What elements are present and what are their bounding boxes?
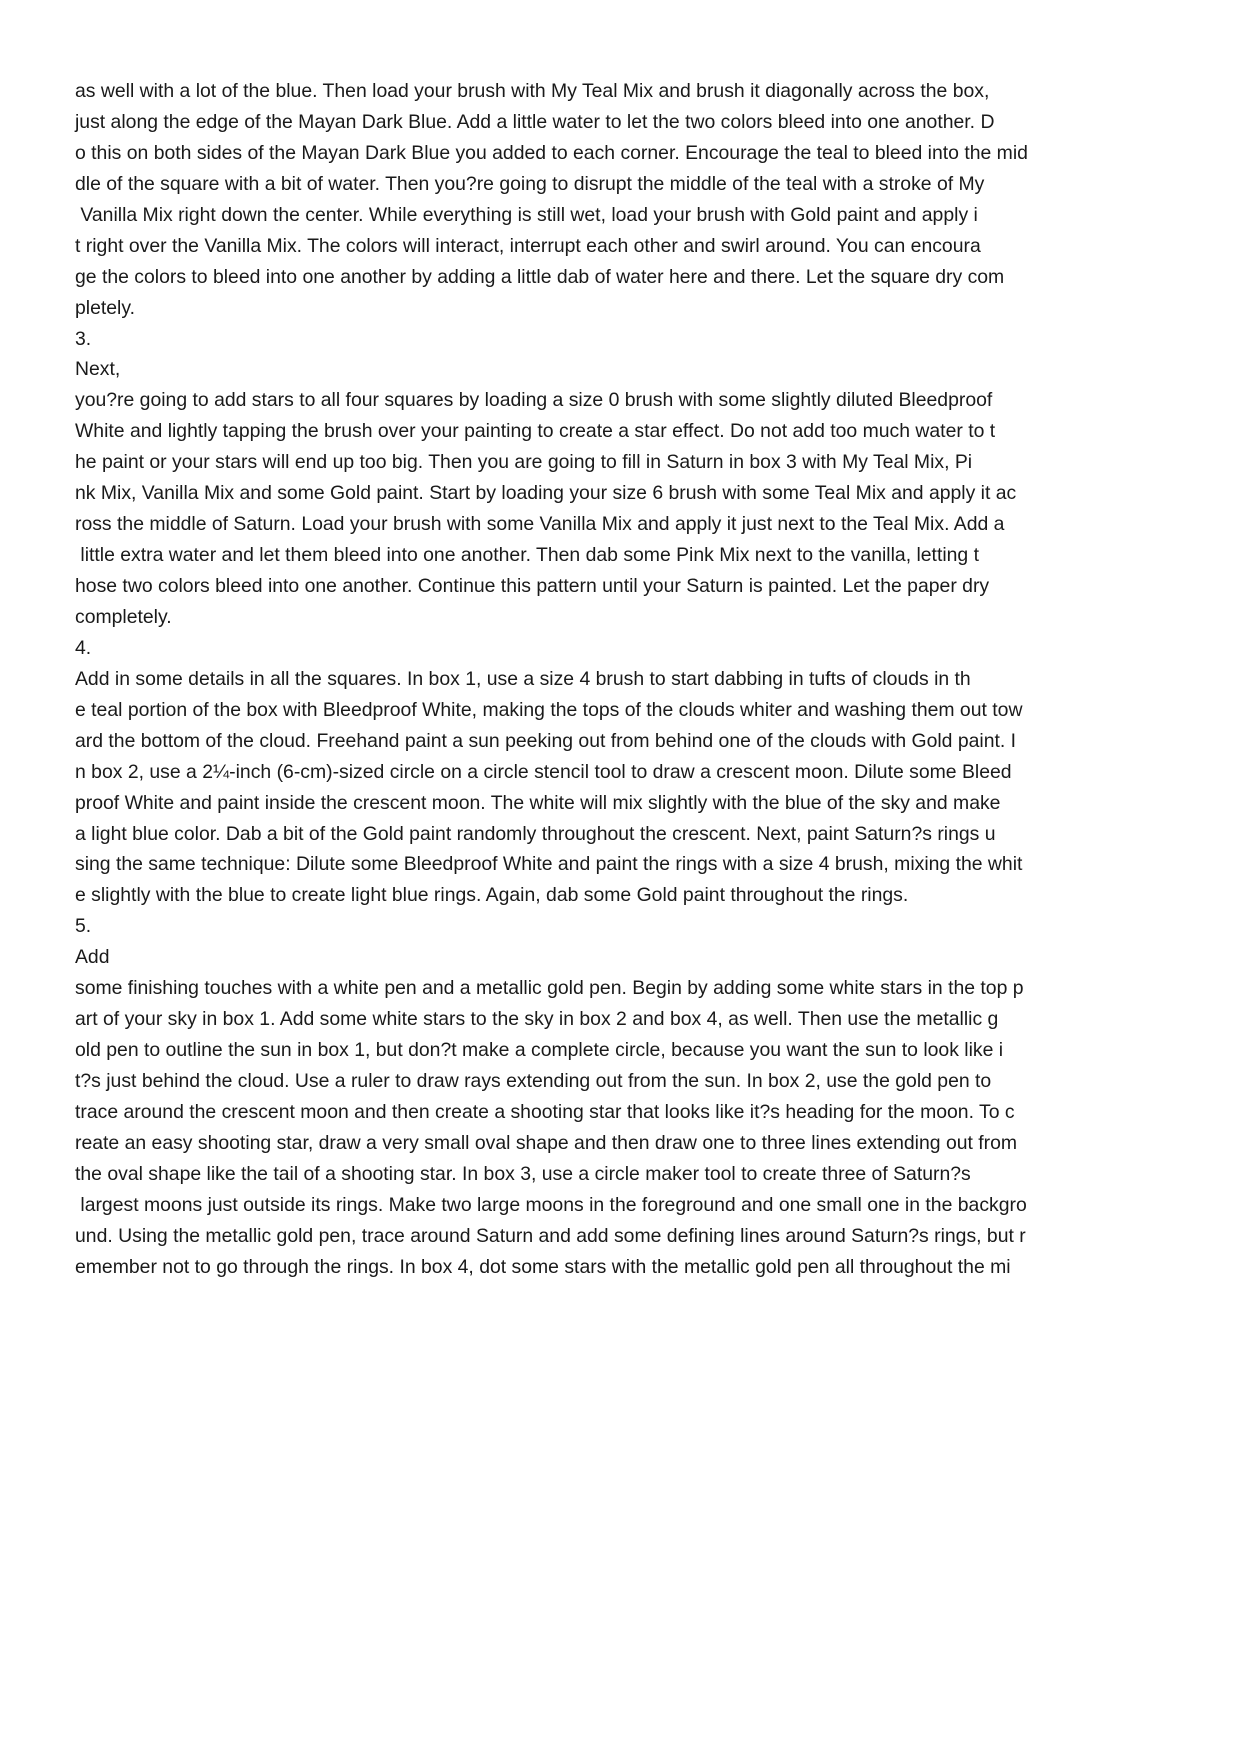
text-line: you?re going to add stars to all four squares by loading a size 0 brush with some slightly diluted Bleedproof <box>75 389 993 412</box>
text-line: Vanilla Mix right down the center. While everything is still wet, load your brush with Gold paint and apply i <box>75 203 978 226</box>
text-line: Add <box>75 946 110 969</box>
text-line: t?s just behind the cloud. Use a ruler to draw rays extending out from the sun. In box 2, use the gold pen to <box>75 1070 992 1092</box>
text-line: as well with a lot of the blue. Then load your brush with My Teal Mix and brush it diagonally across the box, <box>75 80 990 102</box>
text-line: pletely. <box>75 296 135 319</box>
text-line: trace around the crescent moon and then create a shooting star that looks like it?s heading for the moon. To c <box>75 1100 1015 1123</box>
text-line: the oval shape like the tail of a shooting star. In box 3, use a circle maker tool to create three of Saturn?s <box>75 1162 971 1185</box>
instructions-text-block <box>75 76 1195 1283</box>
text-line: dle of the square with a bit of water. Then you?re going to disrupt the middle of the teal with a stroke of My <box>75 172 985 195</box>
text-line: some finishing touches with a white pen and a metallic gold pen. Begin by adding some white stars in the top p <box>75 977 1024 1000</box>
text-line: e teal portion of the box with Bleedproof White, making the tops of the clouds whiter and washing them out tow <box>75 698 1023 721</box>
text-line: he paint or your stars will end up too big. Then you are going to fill in Saturn in box 3 with My Teal Mix, Pi <box>75 451 973 474</box>
text-line: Add in some details in all the squares. In box 1, use a size 4 brush to start dabbing in tufts of clouds in th <box>75 667 971 690</box>
text-line: hose two colors bleed into one another. Continue this pattern until your Saturn is painted. Let the paper dry <box>75 575 990 597</box>
text-line: little extra water and let them bleed into one another. Then dab some Pink Mix next to the vanilla, letting t <box>75 544 979 567</box>
text-line: e slightly with the blue to create light blue rings. Again, dab some Gold paint throughout the rings. <box>75 884 909 907</box>
text-line: White and lightly tapping the brush over your painting to create a star effect. Do not add too much water to t <box>75 420 996 443</box>
text-line: ard the bottom of the cloud. Freehand paint a sun peeking out from behind one of the clouds with Gold paint. I <box>75 729 1017 752</box>
text-line: art of your sky in box 1. Add some white stars to the sky in box 2 and box 4, as well. Then use the metallic g <box>75 1008 999 1031</box>
text-line: o this on both sides of the Mayan Dark Blue you added to each corner. Encourage the teal to bleed into the mid <box>75 141 1028 164</box>
text-line: 5. <box>75 915 92 938</box>
text-line: nk Mix, Vanilla Mix and some Gold paint. Start by loading your size 6 brush with some Teal Mix and apply it ac <box>75 482 1017 505</box>
text-line: a light blue color. Dab a bit of the Gold paint randomly throughout the crescent. Next, paint Saturn?s rings u <box>75 822 996 845</box>
text-line: proof White and paint inside the crescent moon. The white will mix slightly with the blue of the sky and make <box>75 791 1001 814</box>
text-line: just along the edge of the Mayan Dark Blue. Add a little water to let the two colors bleed into one another. D <box>75 110 995 133</box>
text-line: largest moons just outside its rings. Make two large moons in the foreground and one small one in the backgro <box>75 1193 1027 1216</box>
text-line: t right over the Vanilla Mix. The colors will interact, interrupt each other and swirl around. You can encoura <box>75 234 981 257</box>
text-line: 4. <box>75 636 92 659</box>
text-line: und. Using the metallic gold pen, trace around Saturn and add some defining lines around Saturn?s rings, but r <box>75 1224 1026 1247</box>
text-line: sing the same technique: Dilute some Bleedproof White and paint the rings with a size 4 brush, mixing the whit <box>75 853 1023 876</box>
text-line: 3. <box>75 327 92 350</box>
text-line: n box 2, use a 2¼-inch (6-cm)-sized circle on a circle stencil tool to draw a crescent moon. Dilute some Bleed <box>75 760 1012 783</box>
text-line: ge the colors to bleed into one another by adding a little dab of water here and there. Let the square dry com <box>75 265 1005 288</box>
text-line: reate an easy shooting star, draw a very small oval shape and then draw one to three lines extending out from <box>75 1131 1018 1154</box>
text-line: Next, <box>75 358 121 381</box>
text-line: old pen to outline the sun in box 1, but don?t make a complete circle, because you want the sun to look like i <box>75 1039 1004 1062</box>
text-line: ross the middle of Saturn. Load your brush with some Vanilla Mix and apply it just next to the Teal Mix. Add a <box>75 513 1005 536</box>
text-line: completely. <box>75 605 172 628</box>
text-line: emember not to go through the rings. In box 4, dot some stars with the metallic gold pen all throughout the mi <box>75 1255 1011 1278</box>
